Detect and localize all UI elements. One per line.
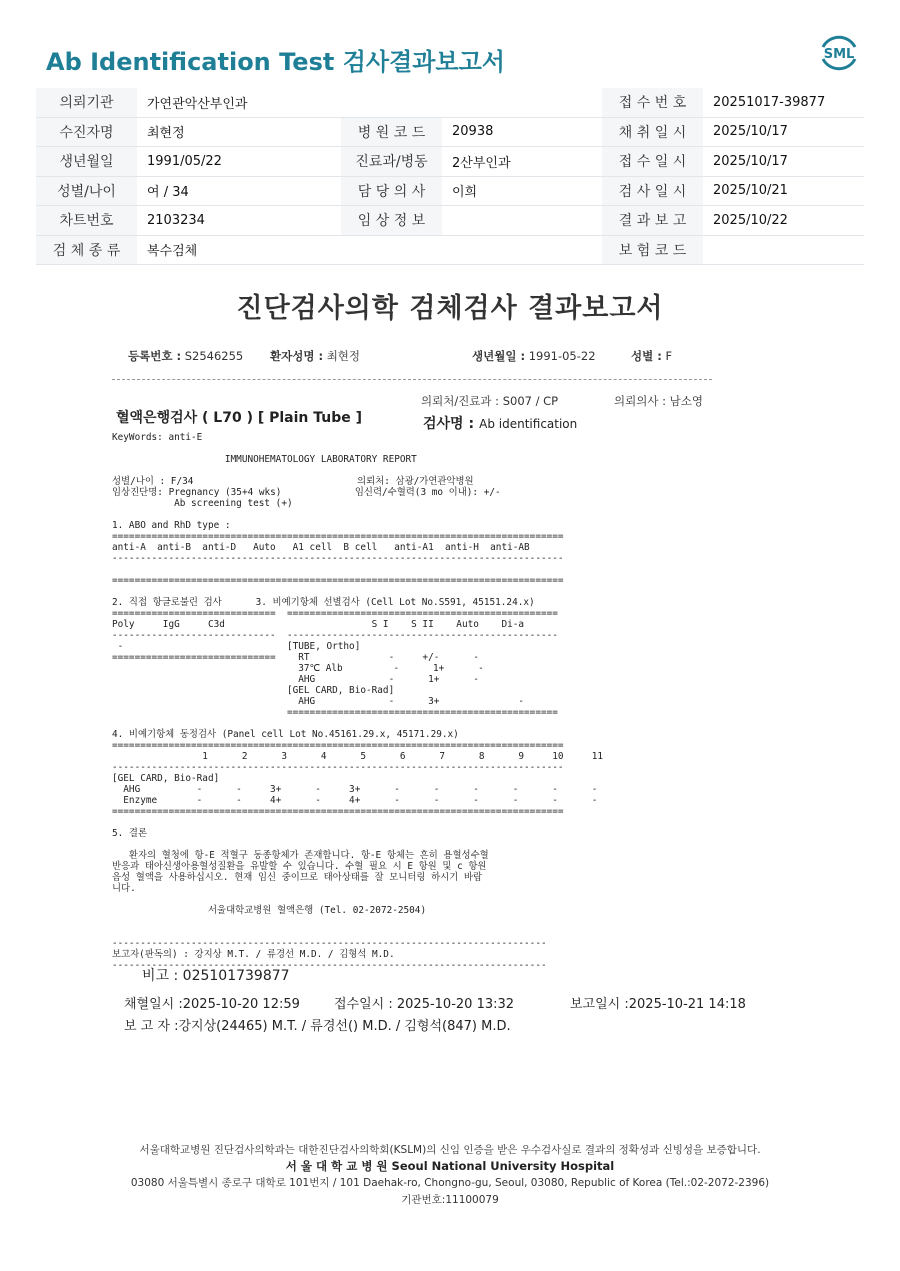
info-label: 접 수 번 호 <box>602 88 703 117</box>
report-line: 1 2 3 4 5 6 7 8 9 10 11 <box>112 751 604 762</box>
report-line: Enzyme - - 4+ - 4+ - - - - - - <box>112 795 598 806</box>
report-line: ----------------------------------------------------------------------------- <box>112 938 547 949</box>
info-label: 성별/나이 <box>36 176 137 206</box>
footer-hospital-name: 서 울 대 학 교 병 원 Seoul National University Hospital <box>285 1159 615 1173</box>
info-row <box>36 206 864 236</box>
info-label: 채 취 일 시 <box>602 117 703 147</box>
exam-group: 혈액은행검사 ( L70 ) [ Plain Tube ] <box>116 410 363 426</box>
report-line: 반응과 태아신생아용혈성질환을 유발할 수 있습니다. 수혈 필요 시 E 항원 및 c 항원 <box>112 861 487 872</box>
info-value <box>442 235 602 265</box>
report-line: 37℃ Alb - 1+ - <box>112 663 484 674</box>
info-value: 여 / 34 <box>137 176 341 206</box>
info-label: 차트번호 <box>36 206 137 236</box>
info-row <box>36 147 864 177</box>
report-line: ============================= ================================================ <box>112 608 558 619</box>
info-row <box>36 88 864 117</box>
report-line: 음성 혈액을 사용하십시오. 현재 임신 중이므로 태아상태를 잘 모니터링 하시기 바랍 <box>112 872 483 883</box>
info-value: 2025/10/21 <box>703 176 864 206</box>
report-title: 진단검사의학 검체검사 결과보고서 <box>236 293 664 324</box>
remark: 비고 : 025101739877 <box>142 968 290 984</box>
lab-report-body <box>112 432 603 971</box>
report-line: -------------------------------------------------------------------------------- <box>112 762 564 773</box>
report-line: ----------------------------- ------------------------------------------------ <box>112 630 558 641</box>
info-value: 가연관악산부인과 <box>137 88 341 117</box>
report-line: 서울대학교병원 혈액은행 (Tel. 02-2072-2504) <box>112 905 427 916</box>
report-line: [GEL CARD, Bio-Rad] <box>112 773 220 784</box>
report-line: AHG - 1+ - <box>112 674 479 685</box>
info-label: 수진자명 <box>36 117 137 147</box>
report-line: anti-A anti-B anti-D Auto A1 cell B cell anti-A1 anti-H anti-AB <box>112 542 530 553</box>
info-label <box>341 88 442 117</box>
report-line: KeyWords: anti-E <box>112 432 203 443</box>
report-line: ================================================================================ <box>112 806 564 817</box>
info-value <box>442 88 602 117</box>
info-label: 임 상 정 보 <box>341 206 442 236</box>
report-line: AHG - 3+ - <box>112 696 525 707</box>
footer-institution-code: 기관번호:11100079 <box>401 1194 499 1206</box>
report-line: 성별/나이 : F/34 의뢰처: 삼광/가연관악병원 <box>112 476 474 487</box>
report-line: 니다. <box>112 883 136 894</box>
info-value <box>442 206 602 236</box>
report-line: -------------------------------------------------------------------------------- <box>112 553 564 564</box>
receive-time: 접수일시 : 2025-10-20 13:32 <box>334 997 515 1012</box>
info-label: 접 수 일 시 <box>602 147 703 177</box>
report-line: [GEL CARD, Bio-Rad] <box>112 685 395 696</box>
footer-certification: 서울대학교병원 진단검사의학과는 대한진단검사의학회(KSLM)의 신임 인증을 받은 우수검사실로 결과의 정확성과 신빙성을 보증합니다. <box>139 1144 761 1156</box>
report-line: ================================================================================ <box>112 575 564 586</box>
info-value: 최현정 <box>137 117 341 147</box>
sml-logo <box>817 31 861 75</box>
report-line: ================================================ <box>112 707 558 718</box>
info-value: 이희 <box>442 176 602 206</box>
info-label: 결 과 보 고 <box>602 206 703 236</box>
reporter: 보 고 자 :강지상(24465) M.T. / 류경선() M.D. / 김형석(847) M.D. <box>124 1019 511 1034</box>
report-line: ================================================================================ <box>112 531 564 542</box>
info-label: 병 원 코 드 <box>341 117 442 147</box>
report-line: 1. ABO and RhD type : <box>112 520 231 531</box>
info-label: 담 당 의 사 <box>341 176 442 206</box>
info-label: 보 험 코 드 <box>602 235 703 265</box>
divider <box>112 379 712 380</box>
report-line: 5. 결론 <box>112 828 148 839</box>
report-time: 보고일시 :2025-10-21 14:18 <box>570 997 746 1012</box>
info-label: 생년월일 <box>36 147 137 177</box>
report-line: AHG - - 3+ - 3+ - - - - - - <box>112 784 598 795</box>
registration-number: 등록번호 : S2546255 <box>128 349 244 363</box>
info-value: 2025/10/22 <box>703 206 864 236</box>
report-line: ================================================================================ <box>112 740 564 751</box>
report-line: IMMUNOHEMATOLOGY LABORATORY REPORT <box>112 454 417 465</box>
info-label: 의뢰기관 <box>36 88 137 117</box>
report-line: Poly IgG C3d S I S II Auto Di-a <box>112 619 525 630</box>
svg-text:SML: SML <box>823 47 855 62</box>
info-value: 20251017-39877 <box>703 88 864 117</box>
report-line: ----------------------------------------------------------------------------- <box>112 960 547 971</box>
info-value: 복수검체 <box>137 235 341 265</box>
info-label: 진료과/병동 <box>341 147 442 177</box>
info-value <box>703 235 864 265</box>
patient-info-table <box>36 88 864 265</box>
referring-doctor: 의뢰의사 : 남소영 <box>614 394 703 408</box>
info-value: 2103234 <box>137 206 341 236</box>
report-line: - [TUBE, Ortho] <box>112 641 361 652</box>
document-title: Ab Identification Test 검사결과보고서 <box>46 48 505 76</box>
report-line: ============================= RT - +/- - <box>112 652 479 663</box>
info-value: 20938 <box>442 117 602 147</box>
info-row <box>36 176 864 206</box>
report-line: 4. 비예기항체 동정검사 (Panel cell Lot No.45161.29.x, 45171.29.x) <box>112 729 459 740</box>
birth-date: 생년월일 : 1991-05-22 <box>472 349 596 363</box>
info-row <box>36 235 864 265</box>
patient-name: 환자성명 : 최현정 <box>270 349 361 363</box>
report-line: 2. 직접 항글로불린 검사 3. 비예기항체 선별검사 (Cell Lot No.S591, 45151.24.x) <box>112 597 535 608</box>
report-line: 환자의 혈청에 항-E 적혈구 동종항체가 존재합니다. 항-E 항체는 흔히 용혈성수혈 <box>112 850 489 861</box>
report-line: 임상진단명: Pregnancy (35+4 wks) 임신력/수혈력(3 mo 이내): +/- <box>112 487 501 498</box>
referring-dept: 의뢰처/진료과 : S007 / CP <box>421 394 559 408</box>
report-line: 보고자(판독의) : 강지상 M.T. / 류경선 M.D. / 김형석 M.D. <box>112 949 395 960</box>
info-value: 2025/10/17 <box>703 147 864 177</box>
exam-name: 검사명 : Ab identification <box>423 416 578 432</box>
sex: 성별 : F <box>631 349 673 363</box>
info-value: 2산부인과 <box>442 147 602 177</box>
footer-address: 03080 서울특별시 종로구 대학로 101번지 / 101 Daehak-ro, Chongno-gu, Seoul, 03080, Republic of Korea (Tel.:02-2072-2396) <box>130 1177 770 1189</box>
collect-time: 채혈일시 :2025-10-20 12:59 <box>124 997 300 1012</box>
info-row <box>36 117 864 147</box>
info-value: 2025/10/17 <box>703 117 864 147</box>
info-label: 검 체 종 류 <box>36 235 137 265</box>
info-label <box>341 235 442 265</box>
info-label: 검 사 일 시 <box>602 176 703 206</box>
info-value: 1991/05/22 <box>137 147 341 177</box>
report-line: Ab screening test (+) <box>112 498 293 509</box>
